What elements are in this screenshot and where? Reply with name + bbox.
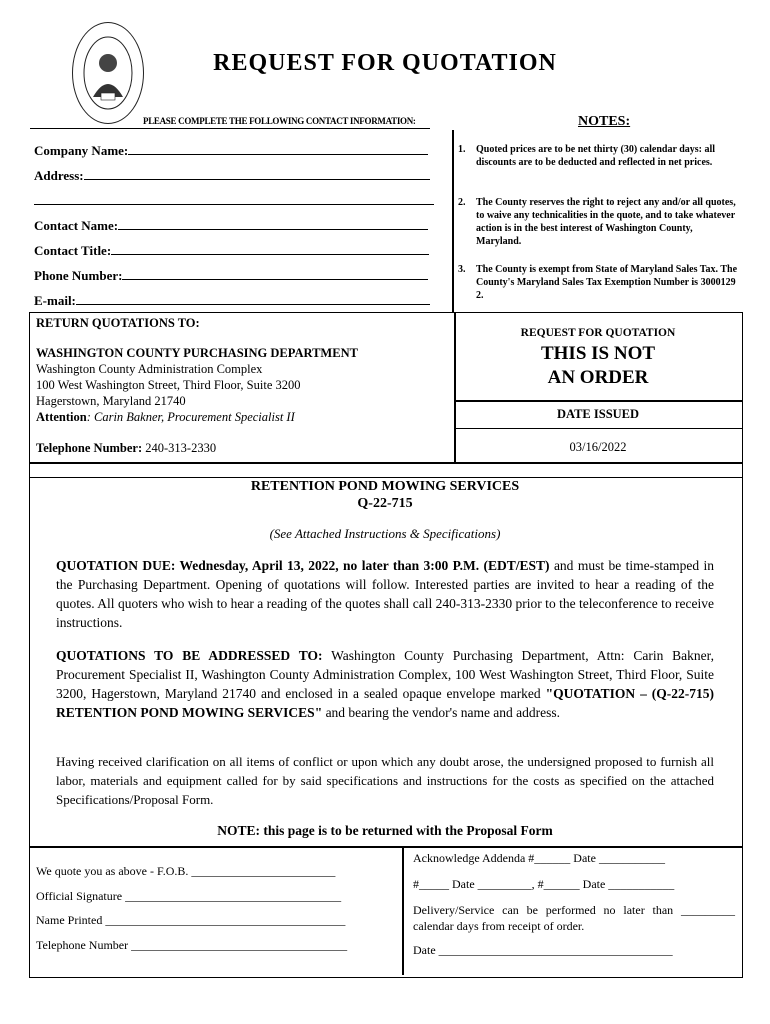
see-attached: (See Attached Instructions & Specifications)	[269, 526, 501, 541]
return-note: NOTE: this page is to be returned with the Proposal Form	[217, 823, 553, 838]
date-issued-label: DATE ISSUED	[556, 407, 640, 421]
phone-number-field[interactable]: Phone Number:	[34, 268, 428, 284]
fob-field[interactable]: We quote you as above - F.O.B. ________________________	[36, 864, 336, 878]
telephone-number-field[interactable]: Telephone Number ____________________________________	[36, 938, 348, 952]
address-line-1: Washington County Administration Complex	[36, 362, 263, 376]
notes-divider	[452, 130, 454, 312]
rfq-label: REQUEST FOR QUOTATION	[520, 327, 676, 339]
notes-heading: NOTES:	[578, 114, 631, 129]
contact-name-field[interactable]: Contact Name:	[34, 218, 428, 234]
header-divider	[30, 128, 430, 129]
note-3: 3. The County is exempt from State of Maryland Sales Tax. The County's Maryland Sales Tax Exemption Number is 3000129 2.	[458, 264, 738, 301]
contact-heading: PLEASE COMPLETE THE FOLLOWING CONTACT INFORMATION:	[143, 116, 416, 126]
email-field[interactable]: E-mail:	[34, 293, 430, 309]
address-field[interactable]: Address:	[34, 168, 430, 184]
addenda-dates-field[interactable]: #_____ Date _________, #______ Date ___________	[413, 877, 675, 891]
note-1: 1. Quoted prices are to be net thirty (30) calendar days: all discounts are to be deducted and reflected in net prices.	[458, 144, 716, 168]
address-line-3: Hagerstown, Maryland 21740	[36, 394, 186, 408]
attention-line: Attention: Carin Bakner, Procurement Specialist II	[36, 410, 295, 424]
contact-title-field[interactable]: Contact Title:	[34, 243, 429, 259]
main-top-rule	[29, 477, 743, 478]
date-issued-value: 03/16/2022	[569, 440, 627, 454]
company-name-field[interactable]: Company Name:	[34, 143, 428, 159]
project-number: Q-22-715	[357, 496, 413, 511]
address-line-2-field[interactable]	[34, 193, 434, 209]
quotation-due-paragraph: QUOTATION DUE: Wednesday, April 13, 2022, no later than 3:00 P.M. (EDT/EST) and must be time-stamped in the Purchasing Department. Opening of quotations will follow. Interested parties are invited to hear a reading of the quotes. All quoters who wish to hear a reading of the quotes shall call 240-313-2330 prior to the teleconference to receive instructions.	[56, 558, 714, 630]
not-order-line-2: AN ORDER	[547, 367, 649, 388]
delivery-field[interactable]: Delivery/Service can be performed no later than _________ calendar days from receipt of order.	[413, 903, 735, 933]
acknowledge-addenda-field[interactable]: Acknowledge Addenda #______ Date ___________	[413, 851, 665, 865]
date-underline	[454, 428, 742, 429]
telephone-line: Telephone Number: 240-313-2330	[36, 441, 217, 455]
footer-divider	[402, 847, 404, 975]
clarification-paragraph: Having received clarification on all items of conflict or upon which any doubt arose, the undersigned proposed to furnish all labor, materials and equipment called for by said specifications and instructions for the costs as specified on the attached Specifications/Proposal Form.	[56, 754, 714, 807]
official-signature-field[interactable]: Official Signature ____________________________________	[36, 889, 342, 903]
address-line-2: 100 West Washington Street, Third Floor, Suite 3200	[36, 378, 301, 392]
return-heading: RETURN QUOTATIONS TO:	[36, 316, 200, 330]
footer-rule	[29, 846, 743, 848]
not-order-line-1: THIS IS NOT	[540, 343, 656, 364]
page-title: REQUEST FOR QUOTATION	[213, 50, 557, 76]
name-printed-field[interactable]: Name Printed ________________________________________	[36, 913, 346, 927]
date-field[interactable]: Date _______________________________________	[413, 943, 673, 957]
addressed-to-paragraph: QUOTATIONS TO BE ADDRESSED TO: Washington County Purchasing Department, Attn: Carin Bakner, Procurement Specialist II, Washington County Administration Complex, 100 West Washington Street, Third Floor, Suite 3200, Hagerstown, Maryland 21740 and enclosed in a sealed opaque envelope marked "QUOTATION – (Q-22-715) RETENTION POND MOWING SERVICES" and bearing the vendor's name and address.	[56, 648, 714, 720]
project-title: RETENTION POND MOWING SERVICES	[250, 479, 520, 494]
purchasing-department: WASHINGTON COUNTY PURCHASING DEPARTMENT	[36, 346, 358, 360]
date-divider	[454, 400, 742, 402]
note-2: 2. The County reserves the right to reject any and/or all quotes, to waive any technicalities in the quote, and to take whatever action is in the best interest of Washington County, Maryland.	[458, 197, 736, 247]
